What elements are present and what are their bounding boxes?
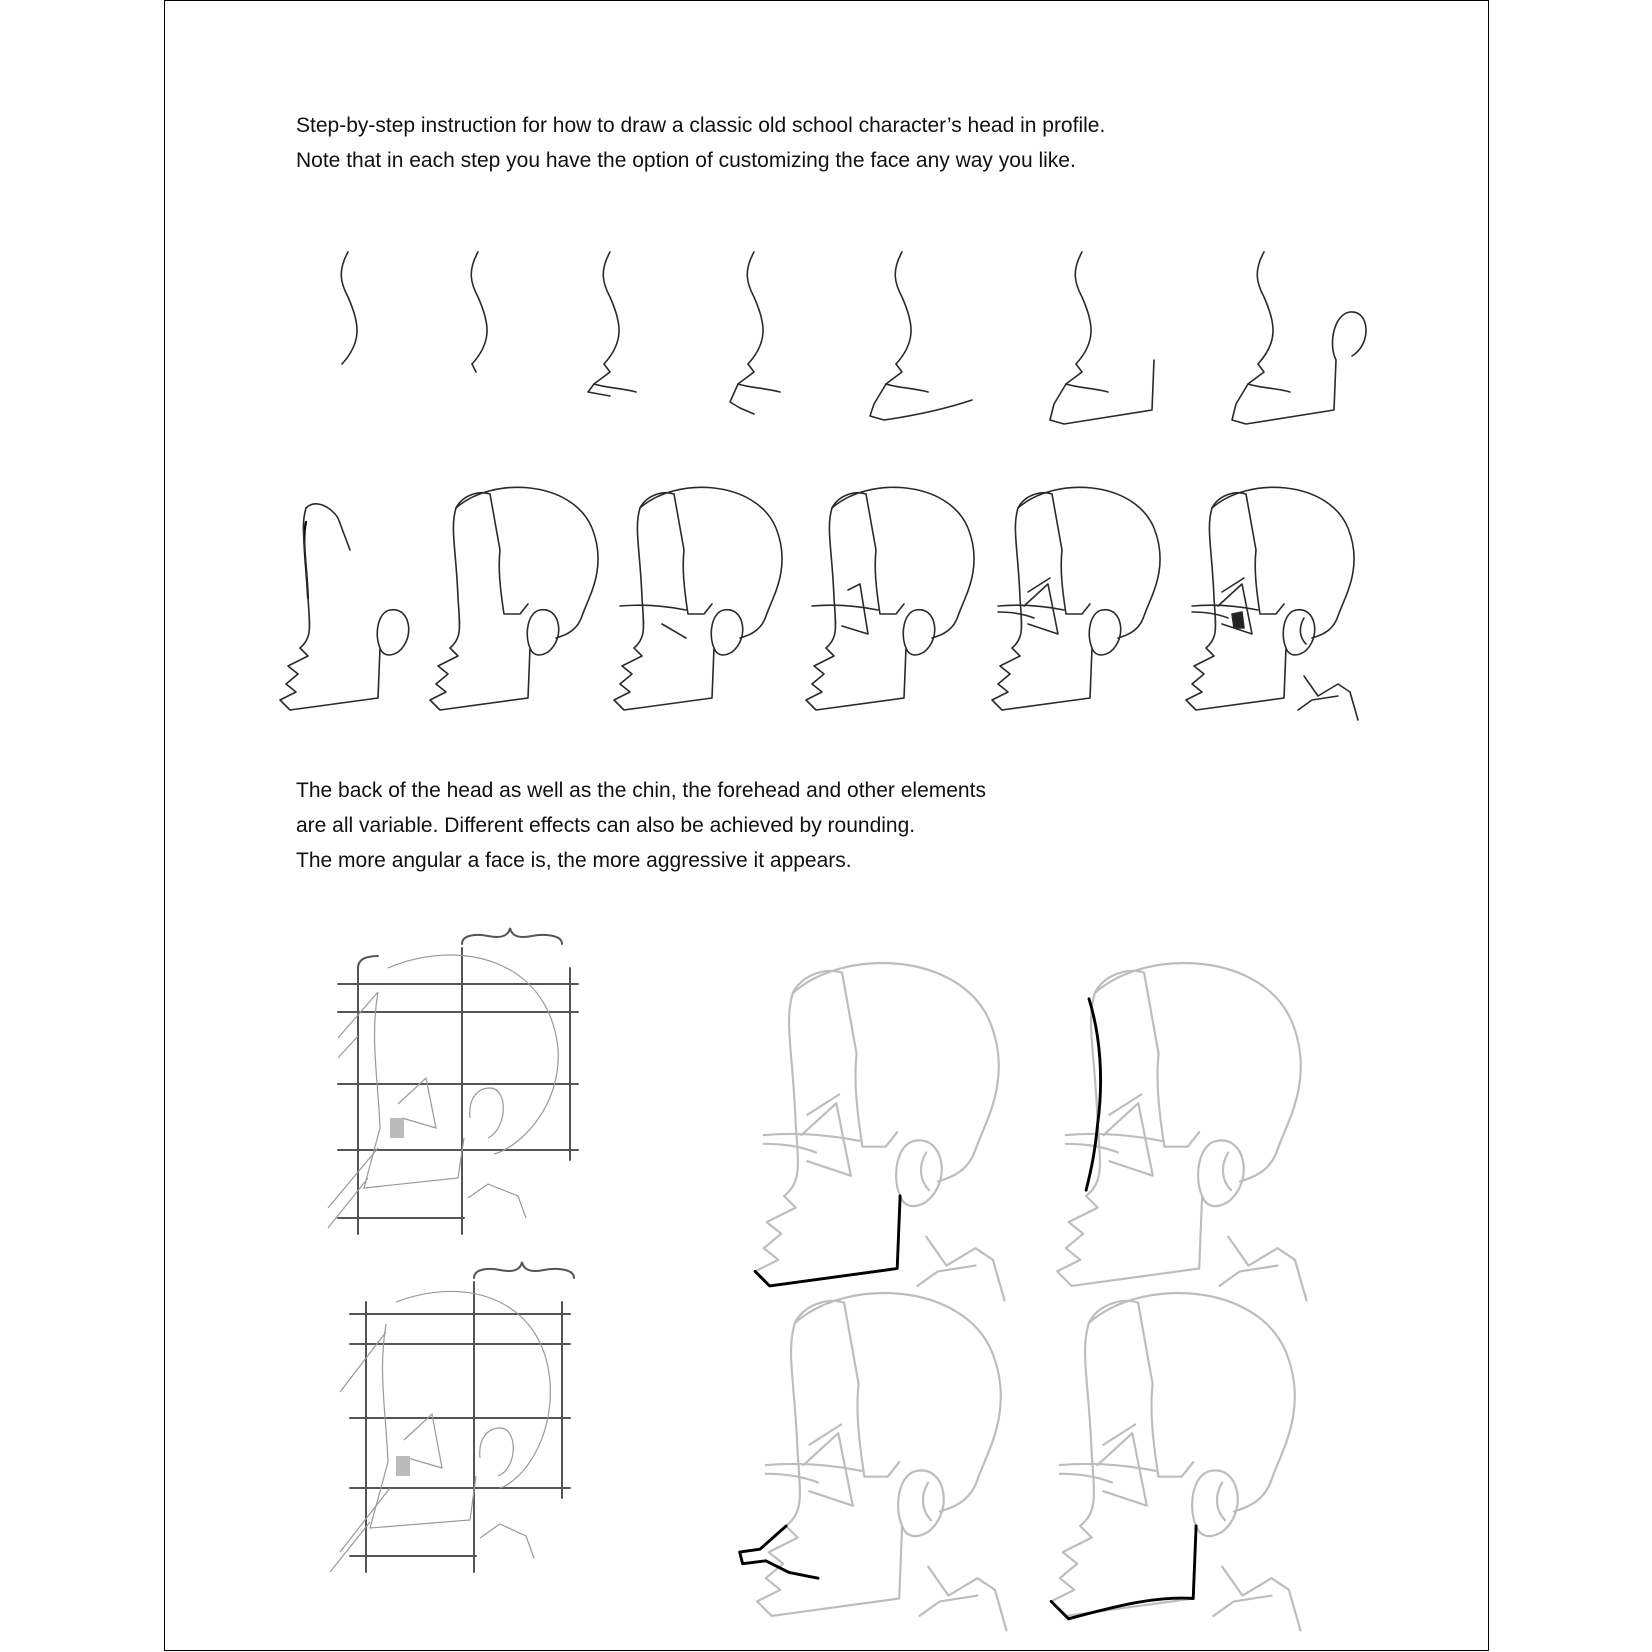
variant-nose (740, 1293, 1007, 1630)
variant-chin (755, 963, 1004, 1300)
step-5 (870, 252, 972, 420)
grid-sketch-bottom (330, 1262, 574, 1572)
step-1 (341, 252, 357, 364)
head-step-3 (614, 487, 782, 710)
intro-line-2: Note that in each step you have the option of customizing the face any way you like. (296, 149, 1076, 172)
head-step-2 (430, 487, 598, 710)
head-step-4 (806, 487, 974, 710)
intro-line-1: Step-by-step instruction for how to draw a classic old school character’s head in profile. (296, 114, 1106, 137)
variation-line-1: The back of the head as well as the chin, the forehead and other elements (296, 779, 986, 802)
step-2 (471, 252, 487, 372)
variant-jaw (1051, 1293, 1300, 1630)
variation-line-2: are all variable. Different effects can also be achieved by rounding. (296, 814, 916, 837)
step-6 (1050, 252, 1154, 424)
row2-steps (280, 487, 1358, 720)
step-7 (1232, 252, 1366, 424)
row1-steps (341, 252, 1366, 424)
variant-forehead (1057, 963, 1306, 1300)
head-step-6 (1186, 487, 1358, 720)
step-4 (730, 252, 780, 414)
variation-line-3: The more angular a face is, the more aggressive it appears. (296, 849, 852, 872)
step-3 (588, 252, 636, 396)
head-step-1 (280, 504, 409, 710)
grid-sketch-top (328, 928, 578, 1234)
head-step-5 (992, 487, 1160, 710)
